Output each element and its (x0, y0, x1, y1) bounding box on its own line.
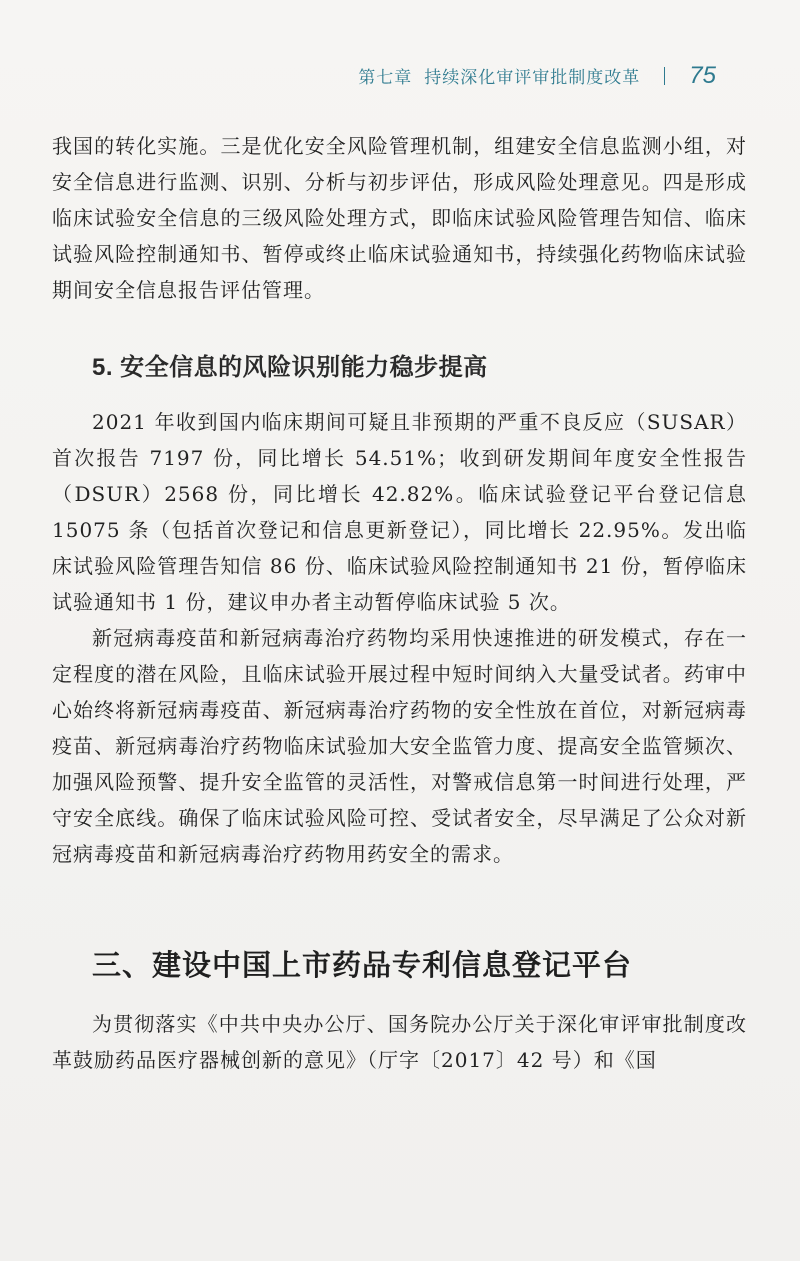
paragraph-statistics: 2021 年收到国内临床期间可疑且非预期的严重不良反应（SUSAR）首次报告 7197 份，同比增长 54.51%；收到研发期间年度安全性报告（DSUR）2568 份，同比增长 42.82%。临床试验登记平台登记信息 15075 条（包括首次登记和信息更新登记），同比增长 22.95%。发出临床试验风险管理告知信 86 份、临床试验风险控制通知书 21 份，暂停临床试验通知书 1 份，建议申办者主动暂停临床试验 5 次。 (52, 410, 747, 614)
page-number: 75 (689, 62, 716, 89)
page-content (52, 128, 747, 1078)
chapter-label: 第七章 (358, 68, 413, 87)
paragraph-covid: 新冠病毒疫苗和新冠病毒治疗药物均采用快速推进的研发模式，存在一定程度的潜在风险，且临床试验开展过程中短时间纳入大量受试者。药审中心始终将新冠病毒疫苗、新冠病毒治疗药物的安全性放在首位，对新冠病毒疫苗、新冠病毒治疗药物临床试验加大安全监管力度、提高安全监管频次、加强风险预警、提升安全监管的灵活性，对警戒信息第一时间进行处理，严守安全底线。确保了临床试验风险可控、受试者安全，尽早满足了公众对新冠病毒疫苗和新冠病毒治疗药物用药安全的需求。 (52, 626, 747, 866)
chapter-title: 持续深化审评审批制度改革 (424, 68, 641, 87)
running-header (358, 62, 716, 90)
header-divider (664, 67, 665, 85)
section-heading: 三、建设中国上市药品专利信息登记平台 (92, 950, 633, 982)
subsection-heading: 5. 安全信息的风险识别能力稳步提高 (92, 354, 488, 381)
paragraph-intro: 为贯彻落实《中共中央办公厅、国务院办公厅关于深化审评审批制度改革鼓励药品医疗器械创新的意见》（厅字〔2017〕42 号）和《国 (52, 1012, 747, 1072)
paragraph-continued: 我国的转化实施。三是优化安全风险管理机制，组建安全信息监测小组，对安全信息进行监测、识别、分析与初步评估，形成风险处理意见。四是形成临床试验安全信息的三级风险处理方式，即临床试验风险管理告知信、临床试验风险控制通知书、暂停或终止临床试验通知书，持续强化药物临床试验期间安全信息报告评估管理。 (52, 134, 747, 302)
